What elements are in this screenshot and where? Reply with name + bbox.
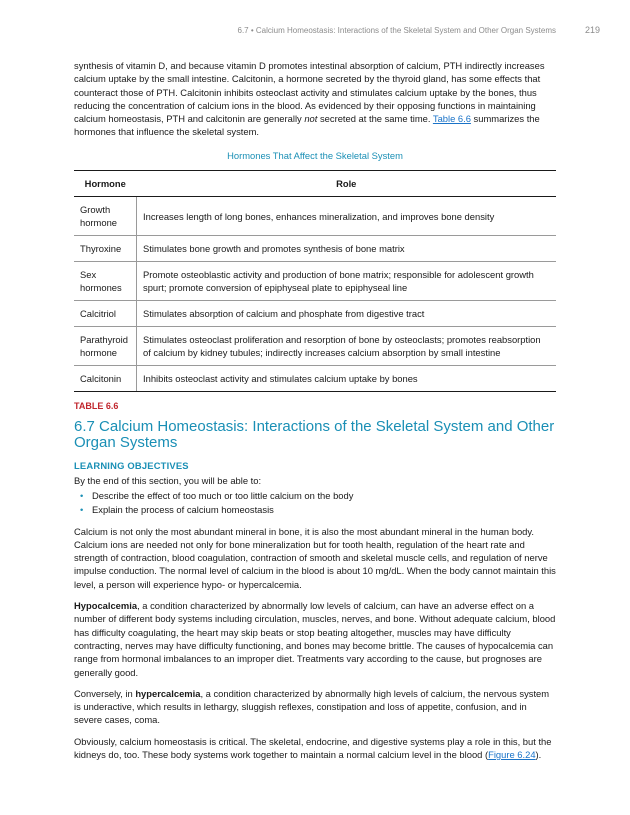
paragraph-calcium-abundance: Calcium is not only the most abundant mineral in bone, it is also the most abundant mineral in the human body. Calcium ions are needed not only for bone mineralization but for tooth health, regulation of the heart rate and strength of contraction, blood coagulation, contraction of smooth and skeletal muscle cells, and regulation of nerve impulse conduction. The normal level of calcium in the blood is about 10 mg/dL. When the body cannot maintain this level, a person will experience hypo- or hypercalcemia. [74, 525, 556, 590]
table-6-6-link[interactable]: Table 6.6 [432, 113, 471, 125]
table-label: TABLE 6.6 [74, 401, 119, 412]
role-cell: Inhibits osteoclast activity and stimulates calcium uptake by bones [137, 366, 557, 392]
emphasis-not: not [304, 113, 318, 125]
column-header-role: Role [137, 171, 557, 197]
table-row [74, 236, 556, 262]
paragraph-hypercalcemia: Conversely, in hypercalcemia, a condition characterized by abnormally high levels of calcium, the nervous system is underactive, which results in lethargy, sluggish reflexes, constipation and loss of appetite, confusion, and in severe cases, coma. [74, 687, 550, 726]
hormone-cell: Parathyroid hormone [74, 327, 137, 366]
bullet-icon: • [80, 504, 84, 516]
table-row [74, 262, 556, 301]
hormone-cell: Growth hormone [74, 197, 137, 236]
term-hypercalcemia: hypercalcemia [135, 687, 201, 699]
table-row [74, 366, 556, 392]
column-header-hormone: Hormone [74, 171, 137, 197]
objectives-intro: By the end of this section, you will be able to: [74, 474, 262, 486]
objectives-list [74, 489, 556, 517]
table-row [74, 327, 556, 366]
hormone-cell: Calcitriol [74, 301, 137, 327]
role-cell: Stimulates bone growth and promotes synthesis of bone matrix [137, 236, 557, 262]
bullet-icon: • [80, 489, 84, 501]
table-caption: Hormones That Affect the Skeletal System [227, 149, 403, 161]
learning-objectives-heading: LEARNING OBJECTIVES [74, 460, 189, 472]
running-head [0, 24, 630, 38]
paragraph-hypocalcemia: Hypocalcemia, a condition characterized by abnormally low levels of calcium, can have an adverse effect on a number of different body systems including circulation, muscles, nerves, and bone. Without adequate calcium, blood has difficulty coagulating, the heart may skip beats or stop beating altogether, muscles may have difficulty contracting, nerves may have difficulty functioning, and bones may become brittle. The causes of hypocalcemia can range from hormonal imbalances to an improper diet. Treatments vary according to the cause, but prognoses are generally good. [74, 600, 556, 678]
hormone-cell: Sex hormones [74, 262, 137, 301]
hormone-cell: Calcitonin [74, 366, 137, 392]
page-number: 219 [584, 25, 600, 35]
list-item: • Explain the process of calcium homeostasis [80, 504, 274, 516]
running-head-title: 6.7 • Calcium Homeostasis: Interactions of the Skeletal System and Other Organ Systems [237, 26, 556, 35]
role-cell: Stimulates osteoclast proliferation and resorption of bone by osteoclasts; promotes reabsorption of calcium by kidney tubules; indirectly increases calcium absorption by small intestine [137, 327, 557, 366]
role-cell: Promote osteoblastic activity and production of bone matrix; responsible for adolescent growth spurt; promote conversion of epiphyseal plate to epiphyseal line [137, 262, 557, 301]
table-row [74, 197, 556, 236]
table-header-row [74, 171, 556, 197]
table-row [74, 301, 556, 327]
figure-6-24-link[interactable]: Figure 6.24 [488, 749, 536, 761]
term-hypocalcemia: Hypocalcemia [74, 600, 138, 612]
hormones-table [74, 170, 556, 392]
hormone-cell: Thyroxine [74, 236, 137, 262]
list-item: • Describe the effect of too much or too little calcium on the body [80, 489, 354, 501]
role-cell: Increases length of long bones, enhances mineralization, and improves bone density [137, 197, 557, 236]
paragraph-homeostasis: Obviously, calcium homeostasis is critical. The skeletal, endocrine, and digestive systems play a role in this, but the kidneys do, too. These body systems work together to maintain a normal calcium level in the blood (Figure 6.24). [74, 735, 552, 761]
role-cell: Stimulates absorption of calcium and phosphate from digestive tract [137, 301, 557, 327]
page-content [74, 59, 556, 769]
intro-paragraph: synthesis of vitamin D, and because vitamin D promotes intestinal absorption of calcium, PTH indirectly increases calcium uptake by the small intestine. Calcitonin, a hormone secreted by the thyroid gland, has some effects that counteract those of PTH. Calcitonin inhibits osteoclast activity and stimulates calcium uptake by the bones, thus reducing the concentration of calcium ions in the blood. As evidenced by their opposing functions in maintaining calcium homeostasis, PTH and calcitonin are generally not secreted at the same time. Table 6.6 summarizes the hormones that influence the skeletal system. [74, 60, 545, 138]
section-title: 6.7 Calcium Homeostasis: Interactions of the Skeletal System and Other Organ Systems [74, 418, 555, 452]
